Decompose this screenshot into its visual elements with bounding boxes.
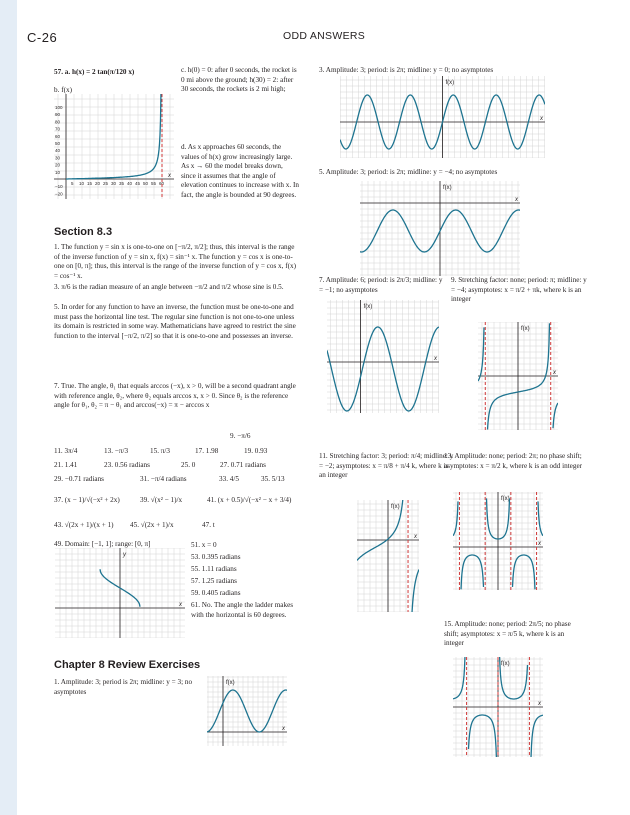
function-curve bbox=[327, 327, 439, 411]
y-tick-label: 20 bbox=[55, 162, 61, 168]
r-p7: 7. Amplitude: 6; period: is 2π/3; midline: y = −1; no asymptotes bbox=[319, 276, 443, 294]
p57-a: 57. a. h(x) = 2 tan(π/120 x) bbox=[54, 68, 135, 76]
x-axis-label: x bbox=[434, 356, 437, 362]
y-tick-label: −20 bbox=[55, 191, 63, 197]
s83-p1: 1. The function y = sin x is one-to-one on [−π/2, π/2]; thus, this interval is the range of the inverse function of y = sin x, f(x) = sin⁻¹ x. The function y = cos x is one-to-one on [0, π]; thus, this interval is the range of the inverse function of y = cos x, f(x) = cos⁻¹ x. bbox=[54, 243, 297, 280]
f-of-x-label: f(x) bbox=[501, 661, 510, 667]
x-tick-label: 55 bbox=[151, 181, 157, 186]
row-37: 37. (x − 1)/√(−x² + 2x) bbox=[54, 496, 120, 504]
graph-r3 bbox=[340, 76, 545, 158]
r-p15: 15. Amplitude: none; period: 2π/5; no phase shift; asymptotes: x = π/5 k, where k is an integer bbox=[444, 620, 571, 647]
function-curve bbox=[207, 690, 287, 732]
f-of-x-label: f(x) bbox=[363, 304, 373, 310]
f-of-x-label: f(x) bbox=[501, 496, 510, 502]
page-sidebar-strip bbox=[0, 0, 17, 815]
y-tick-label: 30 bbox=[55, 155, 61, 161]
review-p1: 1. Amplitude: 3; period is 2π; midline: y = 3; no asymptotes bbox=[54, 678, 193, 696]
y-tick-label: 70 bbox=[55, 126, 61, 132]
row-15: 15. π/3 bbox=[150, 447, 171, 455]
right-51: 51. x = 0 bbox=[191, 541, 217, 549]
x-tick-label: 30 bbox=[111, 181, 117, 186]
x-tick-label: 50 bbox=[143, 181, 149, 186]
right-61: 61. No. The angle the ladder makes with the horizontal is 60 degrees. bbox=[191, 601, 294, 619]
row-31: 31. −π/4 radians bbox=[140, 475, 187, 483]
row-39: 39. √(x² − 1)/x bbox=[140, 496, 183, 504]
x-tick-label: 35 bbox=[119, 181, 125, 186]
x-axis-label: x bbox=[282, 726, 285, 732]
y-tick-label: 90 bbox=[55, 112, 61, 118]
x-axis-label: x bbox=[179, 602, 182, 608]
right-57: 57. 1.25 radians bbox=[191, 577, 237, 585]
x-axis-label: x bbox=[553, 370, 556, 376]
page-title: ODD ANSWERS bbox=[283, 30, 366, 42]
p57-b: b. f(x) bbox=[54, 86, 72, 94]
row-27: 27. 0.71 radians bbox=[220, 461, 266, 469]
x-axis-label: x bbox=[538, 541, 541, 547]
y-tick-label: 80 bbox=[55, 119, 61, 125]
y-tick-label: −10 bbox=[55, 184, 63, 190]
row-45: 45. √(2x + 1)/x bbox=[130, 521, 174, 529]
s83-p9: 9. −π/6 bbox=[230, 432, 251, 440]
right-55: 55. 1.11 radians bbox=[191, 565, 237, 573]
x-tick-label: 45 bbox=[135, 181, 141, 186]
row-33: 33. 4/5 bbox=[219, 475, 239, 483]
right-59: 59. 0.405 radians bbox=[191, 589, 241, 597]
review-heading: Chapter 8 Review Exercises bbox=[54, 659, 201, 671]
right-53: 53. 0.395 radians bbox=[191, 553, 241, 561]
row-23: 23. 0.56 radians bbox=[104, 461, 150, 469]
graph-r9 bbox=[478, 322, 558, 430]
p57-d: d. As x approaches 60 seconds, the values of h(x) grow increasingly large. As x → 60 the model breaks down, since it assumes that the angle of elevation continues to increase with x. In fact, the angle is bounded at 90 degrees. bbox=[181, 143, 299, 199]
graph-r5 bbox=[360, 181, 520, 276]
y-tick-label: 100 bbox=[55, 105, 63, 110]
graph-r7 bbox=[327, 300, 439, 413]
y-tick-label: 40 bbox=[55, 148, 61, 154]
section-heading: Section 8.3 bbox=[54, 226, 113, 238]
row-29: 29. −0.71 radians bbox=[54, 475, 104, 483]
x-axis-label: x bbox=[515, 197, 518, 203]
y-axis-label: y bbox=[123, 552, 126, 558]
x-axis-label: x bbox=[538, 701, 541, 707]
x-tick-label: 10 bbox=[79, 181, 85, 186]
s83-p3: 3. π/6 is the radian measure of an angle between −π/2 and π/2 whose sine is 0.5. bbox=[54, 283, 284, 291]
r-p5: 5. Amplitude: 3; period: is 2π; midline: y = −4; no asymptotes bbox=[319, 168, 498, 176]
row-41: 41. (x + 0.5)/√(−x² − x + 3/4) bbox=[207, 496, 292, 504]
x-tick-label: 15 bbox=[87, 181, 93, 186]
s83-p5: 5. In order for any function to have an inverse, the function must be one-to-one and must pass the horizontal line test. The regular sine function is not one-to-one unless its domain is restricted in some way. Mathematicians have agreed to restrict the sine function to the interval [−π/2, π/2] so that it is one-to-one and possesses an inverse. bbox=[54, 303, 296, 340]
f-of-x-label: f(x) bbox=[443, 185, 452, 191]
f-of-x-label: f(x) bbox=[445, 80, 455, 86]
x-axis-label: x bbox=[168, 173, 171, 179]
row-49: 49. Domain: [−1, 1]; range: [0, π] bbox=[54, 540, 151, 548]
x-axis-label: x bbox=[414, 534, 417, 540]
row-11: 11. 3π/4 bbox=[54, 447, 78, 455]
s83-p7: 7. True. The angle, θ₁ that equals arccos (−x), x > 0, will be a second quadrant angle with reference angle, θ₂, where θ₂ equals arccos x, x > 0. Since θ₂ is the reference angle for θ₁, θ₂ = π − θ₁ and arccos(−x) = π − arccos x bbox=[54, 382, 296, 409]
f-of-x-label: f(x) bbox=[391, 504, 400, 510]
r-p9: 9. Stretching factor: none; period: π; midline: y = −4; asymptotes: x = π/2 + πk, where k is an integer bbox=[451, 276, 587, 303]
row-43: 43. √(2x + 1)/(x + 1) bbox=[54, 521, 114, 529]
r-p13: 13. Amplitude: none; period: 2π; no phase shift; asymptotes: x = π/2 k, where k is an odd integer bbox=[444, 452, 583, 470]
f-of-x-label: f(x) bbox=[226, 680, 235, 686]
f-of-x-label: f(x) bbox=[521, 326, 530, 332]
y-tick-label: 60 bbox=[55, 133, 61, 139]
graph-r13 bbox=[453, 492, 543, 590]
r-p11: 11. Stretching factor: 3; period: π/4; midline: y = −2; asymptotes: x = π/8 + π/4 k, where k is an integer bbox=[319, 452, 454, 479]
row-47: 47. t bbox=[202, 521, 215, 529]
x-tick-label: 40 bbox=[127, 181, 133, 186]
row-21: 21. 1.41 bbox=[54, 461, 78, 469]
p57-c: c. h(0) = 0: after 0 seconds, the rocket is 0 mi above the ground; h(30) = 2: after 30 seconds, the rockets is 2 mi high; bbox=[181, 66, 297, 93]
graph-review-1 bbox=[207, 676, 287, 746]
row-17: 17. 1.98 bbox=[195, 447, 219, 455]
x-tick-label: 20 bbox=[95, 181, 101, 186]
x-tick-label: 60 bbox=[159, 181, 165, 186]
x-tick-label: 5 bbox=[71, 181, 74, 186]
row-13: 13. −π/3 bbox=[104, 447, 129, 455]
y-tick-label: 50 bbox=[55, 141, 61, 146]
row-35: 35. 5/13 bbox=[261, 475, 285, 483]
x-tick-label: 25 bbox=[103, 181, 109, 186]
x-axis-label: x bbox=[540, 116, 543, 122]
r-p3: 3. Amplitude: 3; period: is 2π; midline: y = 0; no asymptotes bbox=[319, 66, 494, 74]
graph-r15 bbox=[453, 657, 543, 757]
y-tick-label: 10 bbox=[55, 169, 61, 175]
graph-r11 bbox=[357, 500, 419, 612]
page-number: C-26 bbox=[27, 30, 58, 45]
graph-49 bbox=[55, 548, 185, 638]
row-19: 19. 0.93 bbox=[244, 447, 268, 455]
row-25: 25. 0 bbox=[181, 461, 196, 469]
graph-57b bbox=[54, 94, 174, 199]
